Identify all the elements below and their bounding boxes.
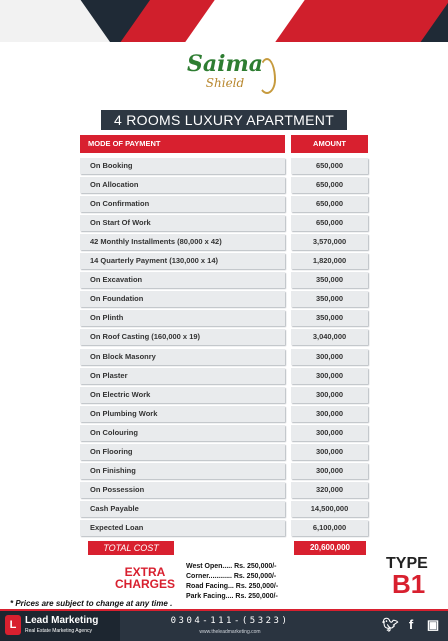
table-row [80, 444, 368, 460]
social-links [382, 617, 440, 633]
amount-cell: 300,000 [291, 368, 368, 384]
payment-mode-cell: On Booking [80, 158, 285, 174]
amount-cell: 650,000 [291, 215, 368, 231]
table-row [80, 406, 368, 422]
payment-mode-cell: On Confirmation [80, 196, 285, 212]
logo-subtitle: Shield [205, 76, 245, 90]
banner-stripe [0, 0, 110, 42]
facebook-icon[interactable]: f [408, 617, 414, 632]
amount-cell: 300,000 [291, 444, 368, 460]
amount-cell: 300,000 [291, 349, 368, 365]
footer-brand-name: Lead Marketing [25, 615, 99, 626]
table-row [80, 463, 368, 479]
payment-mode-cell: Cash Payable [80, 501, 285, 517]
extra-charges-line2: CHARGES [114, 577, 175, 591]
table-row [80, 501, 368, 517]
brand-logo [170, 52, 280, 104]
footer-tagline: Real Estate Marketing Agency [25, 628, 92, 634]
logo-name: Saima [186, 51, 264, 77]
header-mode-of-payment: MODE OF PAYMENT [80, 135, 285, 153]
payment-mode-cell: On Colouring [80, 425, 285, 441]
footer-website[interactable]: www.theleadmarketing.com [199, 629, 261, 635]
leaf-icon [258, 58, 276, 94]
extra-charges-list [186, 562, 306, 602]
amount-cell: 650,000 [291, 177, 368, 193]
amount-cell: 3,570,000 [291, 234, 368, 250]
extra-charge-item: Road Facing... Rs. 250,000/- [186, 583, 279, 590]
payment-mode-cell: On Possession [80, 482, 285, 498]
lead-marketing-logo-icon: L [5, 615, 21, 635]
total-cost-label: TOTAL COST [88, 541, 174, 555]
amount-cell: 6,100,000 [291, 520, 368, 536]
amount-cell: 300,000 [291, 406, 368, 422]
table-row [80, 196, 368, 212]
payment-mode-cell: On Roof Casting (160,000 x 19) [80, 329, 285, 345]
extra-charge-item: Park Facing.... Rs. 250,000/- [186, 593, 278, 600]
table-row [80, 387, 368, 403]
table-row [80, 310, 368, 326]
payment-mode-cell: On Plumbing Work [80, 406, 285, 422]
payment-mode-cell: On Plaster [80, 368, 285, 384]
amount-cell: 3,040,000 [291, 329, 368, 345]
header-amount: AMOUNT [291, 135, 368, 153]
payment-mode-cell: On Excavation [80, 272, 285, 288]
amount-cell: 350,000 [291, 291, 368, 307]
payment-mode-cell: On Start Of Work [80, 215, 285, 231]
table-row [80, 482, 368, 498]
top-banner [0, 0, 448, 42]
table-row [80, 329, 368, 345]
amount-cell: 300,000 [291, 463, 368, 479]
payment-mode-cell: 14 Quarterly Payment (130,000 x 14) [80, 253, 285, 269]
table-row [80, 368, 368, 384]
payment-mode-cell: On Electric Work [80, 387, 285, 403]
payment-mode-cell: On Finishing [80, 463, 285, 479]
amount-cell: 300,000 [291, 425, 368, 441]
amount-cell: 320,000 [291, 482, 368, 498]
amount-cell: 14,500,000 [291, 501, 368, 517]
instagram-icon[interactable]: ▣ [426, 617, 440, 632]
twitter-icon[interactable]: 🐦︎ [382, 617, 399, 632]
amount-cell: 650,000 [291, 196, 368, 212]
amount-cell: 350,000 [291, 310, 368, 326]
table-row [80, 215, 368, 231]
payment-mode-cell: On Plinth [80, 310, 285, 326]
total-cost-amount: 20,600,000 [294, 541, 366, 555]
table-row [80, 272, 368, 288]
table-row [80, 291, 368, 307]
amount-cell: 350,000 [291, 272, 368, 288]
payment-mode-cell: On Foundation [80, 291, 285, 307]
amount-cell: 300,000 [291, 387, 368, 403]
table-row [80, 158, 368, 174]
table-row [80, 177, 368, 193]
payment-mode-cell: On Flooring [80, 444, 285, 460]
payment-mode-cell: Expected Loan [80, 520, 285, 536]
amount-cell: 1,820,000 [291, 253, 368, 269]
amount-cell: 650,000 [291, 158, 368, 174]
extra-charges-line1: EXTRA [124, 565, 166, 579]
type-label: TYPE [386, 555, 428, 572]
table-row [80, 520, 368, 536]
type-code: B1 [392, 569, 426, 599]
table-row [80, 234, 368, 250]
payment-mode-cell: On Block Masonry [80, 349, 285, 365]
price-disclaimer: * Prices are subject to change at any time . [10, 599, 173, 608]
payment-mode-cell: On Allocation [80, 177, 285, 193]
extra-charges-title [108, 566, 182, 590]
table-row [80, 253, 368, 269]
table-row [80, 349, 368, 365]
payment-mode-cell: 42 Monthly Installments (80,000 x 42) [80, 234, 285, 250]
extra-charge-item: Corner............ Rs. 250,000/- [186, 573, 277, 580]
page-title: 4 ROOMS LUXURY APARTMENT [101, 110, 347, 130]
extra-charge-item: West Open..... Rs. 250,000/- [186, 563, 277, 570]
table-row [80, 425, 368, 441]
footer-phone[interactable]: 0304-111-(5323) [170, 616, 290, 626]
